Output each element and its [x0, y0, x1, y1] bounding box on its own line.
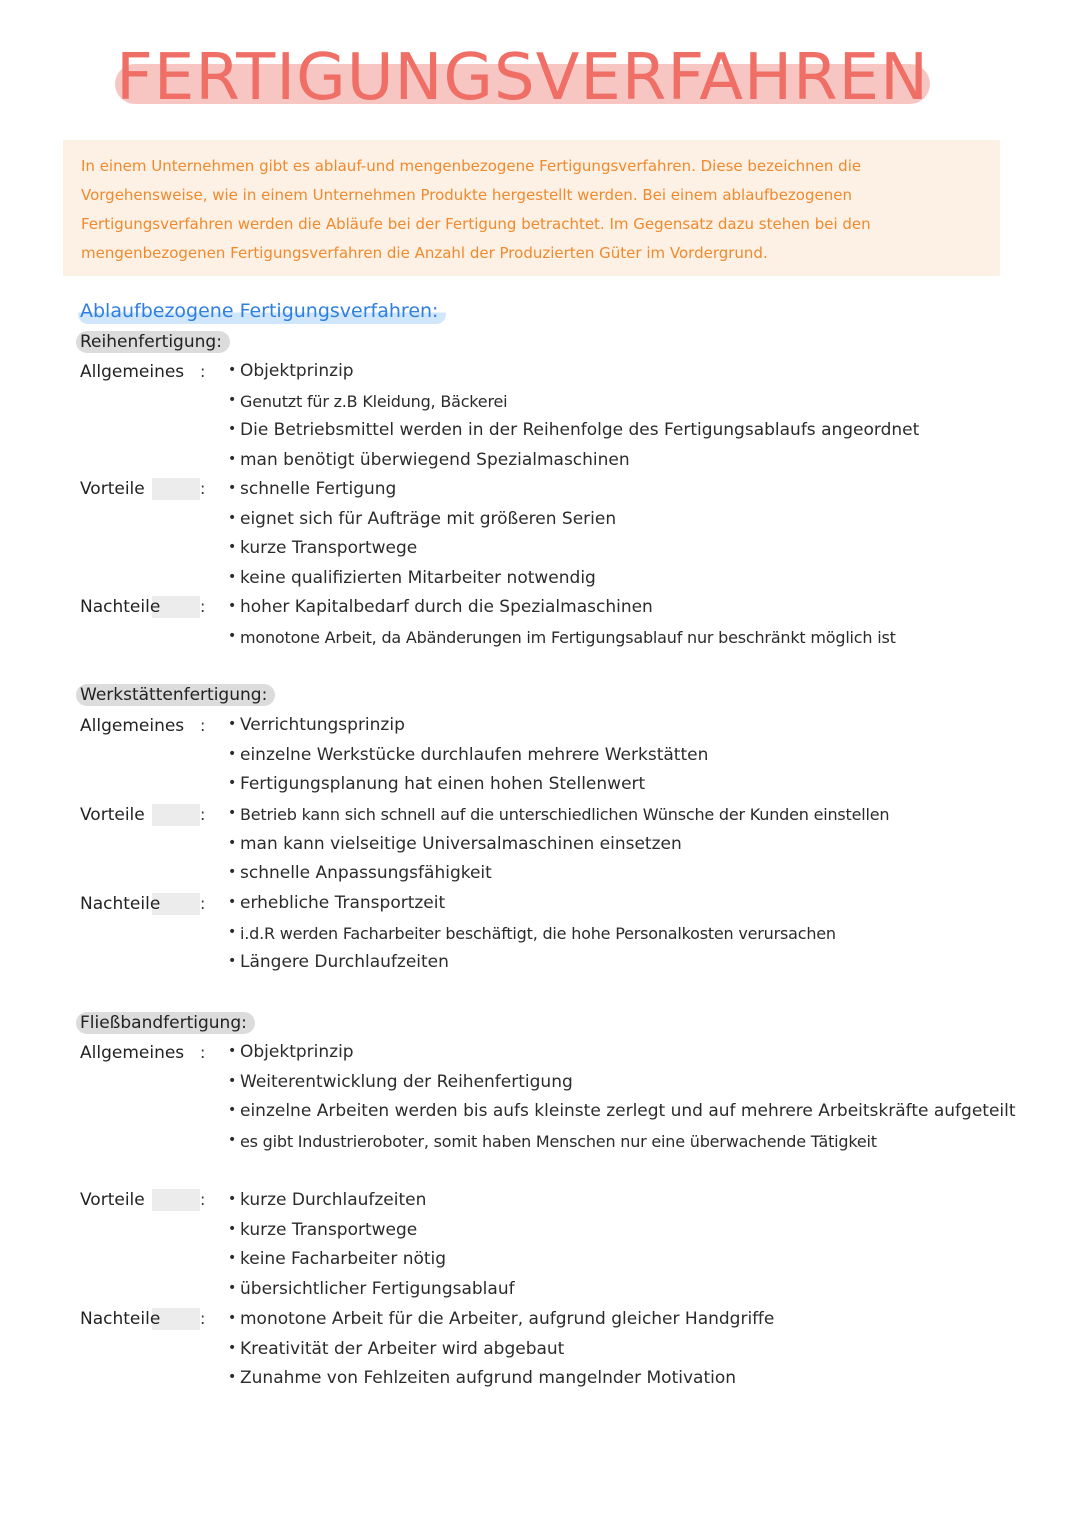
colon: : — [200, 716, 206, 735]
reihen-heading: Reihenfertigung: — [76, 331, 230, 353]
list-item: • keine Facharbeiter nötig — [228, 1245, 515, 1275]
list-item: • übersichtlicher Fertigungsablauf — [228, 1275, 515, 1305]
fliess-advantages-list — [228, 1186, 515, 1304]
list-item: • schnelle Fertigung — [228, 475, 616, 505]
colon: : — [200, 805, 206, 824]
list-item: • einzelne Werkstücke durchlaufen mehrere Werkstätten — [228, 741, 708, 771]
list-item: • schnelle Anpassungsfähigkeit — [228, 859, 889, 889]
colon: : — [200, 479, 206, 498]
reihen-general-list — [228, 357, 919, 475]
list-item: • Kreativität der Arbeiter wird abgebaut — [228, 1335, 774, 1365]
fliess-label-disadvantages: Nachteile — [80, 1308, 200, 1330]
list-item: • kurze Durchlaufzeiten — [228, 1186, 515, 1216]
list-item: • Die Betriebsmittel werden in der Reihenfolge des Fertigungsablaufs angeordnet — [228, 416, 919, 446]
list-item: • kurze Transportwege — [228, 1216, 515, 1246]
fliess-disadvantages-list — [228, 1305, 774, 1394]
list-item: • monotone Arbeit für die Arbeiter, aufgrund gleicher Handgriffe — [228, 1305, 774, 1335]
page-title: FERTIGUNGSVERFAHREN — [116, 41, 929, 115]
reihen-label-advantages: Vorteile — [80, 478, 200, 500]
colon: : — [200, 597, 206, 616]
fliess-label-general: Allgemeines — [80, 1043, 185, 1063]
list-item: • Verrichtungsprinzip — [228, 711, 708, 741]
section-heading: Ablaufbezogene Fertigungsverfahren: — [78, 298, 446, 324]
reihen-disadvantages-list — [228, 593, 896, 652]
reihen-advantages-list — [228, 475, 616, 593]
list-item: • man benötigt überwiegend Spezialmaschinen — [228, 446, 919, 476]
list-item: • Weiterentwicklung der Reihenfertigung — [228, 1068, 1030, 1098]
colon: : — [200, 1043, 206, 1062]
werk-disadvantages-list — [228, 889, 836, 978]
list-item: • Betrieb kann sich schnell auf die unterschiedlichen Wünsche der Kunden einstellen — [228, 800, 889, 830]
colon: : — [200, 362, 206, 381]
list-item: • Fertigungsplanung hat einen hohen Stellenwert — [228, 770, 708, 800]
intro-text: In einem Unternehmen gibt es ablauf-und mengenbezogene Fertigungsverfahren. Diese bezeichnen die Vorgehensweise, wie in einem Unternehmen Produkte hergestellt werden. Bei einem ablaufbezogenen Fertigungsverfahren werden die Abläufe bei der Fertigung betrachtet. Im Gegensatz dazu stehen bei den mengenbezogenen Fertigungsverfahren die Anzahl der Produzierten Güter im Vordergrund. — [63, 140, 1000, 276]
werk-label-disadvantages: Nachteile — [80, 893, 200, 915]
colon: : — [200, 1309, 206, 1328]
werk-general-list — [228, 711, 708, 800]
fliess-heading: Fließbandfertigung: — [76, 1012, 255, 1034]
reihen-label-general: Allgemeines — [80, 362, 185, 382]
list-item: • keine qualifizierten Mitarbeiter notwendig — [228, 564, 616, 594]
colon: : — [200, 1190, 206, 1209]
list-item: • monotone Arbeit, da Abänderungen im Fertigungsablauf nur beschränkt möglich ist — [228, 623, 896, 653]
werk-label-advantages: Vorteile — [80, 804, 200, 826]
list-item: • kurze Transportwege — [228, 534, 616, 564]
fliess-general-list — [228, 1038, 1030, 1156]
list-item: • hoher Kapitalbedarf durch die Spezialmaschinen — [228, 593, 896, 623]
list-item: • erhebliche Transportzeit — [228, 889, 836, 919]
werk-advantages-list — [228, 800, 889, 889]
list-item: • einzelne Arbeiten werden bis aufs kleinste zerlegt und auf mehrere Arbeitskräfte aufgeteilt — [228, 1097, 1030, 1127]
werk-label-general: Allgemeines — [80, 716, 185, 736]
list-item: • es gibt Industrieroboter, somit haben Menschen nur eine überwachende Tätigkeit — [228, 1127, 1030, 1157]
list-item: • man kann vielseitige Universalmaschinen einsetzen — [228, 830, 889, 860]
list-item: • i.d.R werden Facharbeiter beschäftigt, die hohe Personalkosten verursachen — [228, 919, 836, 949]
list-item: • eignet sich für Aufträge mit größeren Serien — [228, 505, 616, 535]
list-item: • Objektprinzip — [228, 1038, 1030, 1068]
list-item: • Zunahme von Fehlzeiten aufgrund mangelnder Motivation — [228, 1364, 774, 1394]
colon: : — [200, 894, 206, 913]
title-block — [115, 38, 930, 128]
reihen-label-disadvantages: Nachteile — [80, 596, 200, 618]
list-item: • Längere Durchlaufzeiten — [228, 948, 836, 978]
werk-heading: Werkstättenfertigung: — [76, 684, 275, 706]
fliess-label-advantages: Vorteile — [80, 1189, 200, 1211]
list-item: • Objektprinzip — [228, 357, 919, 387]
list-item: • Genutzt für z.B Kleidung, Bäckerei — [228, 387, 919, 417]
